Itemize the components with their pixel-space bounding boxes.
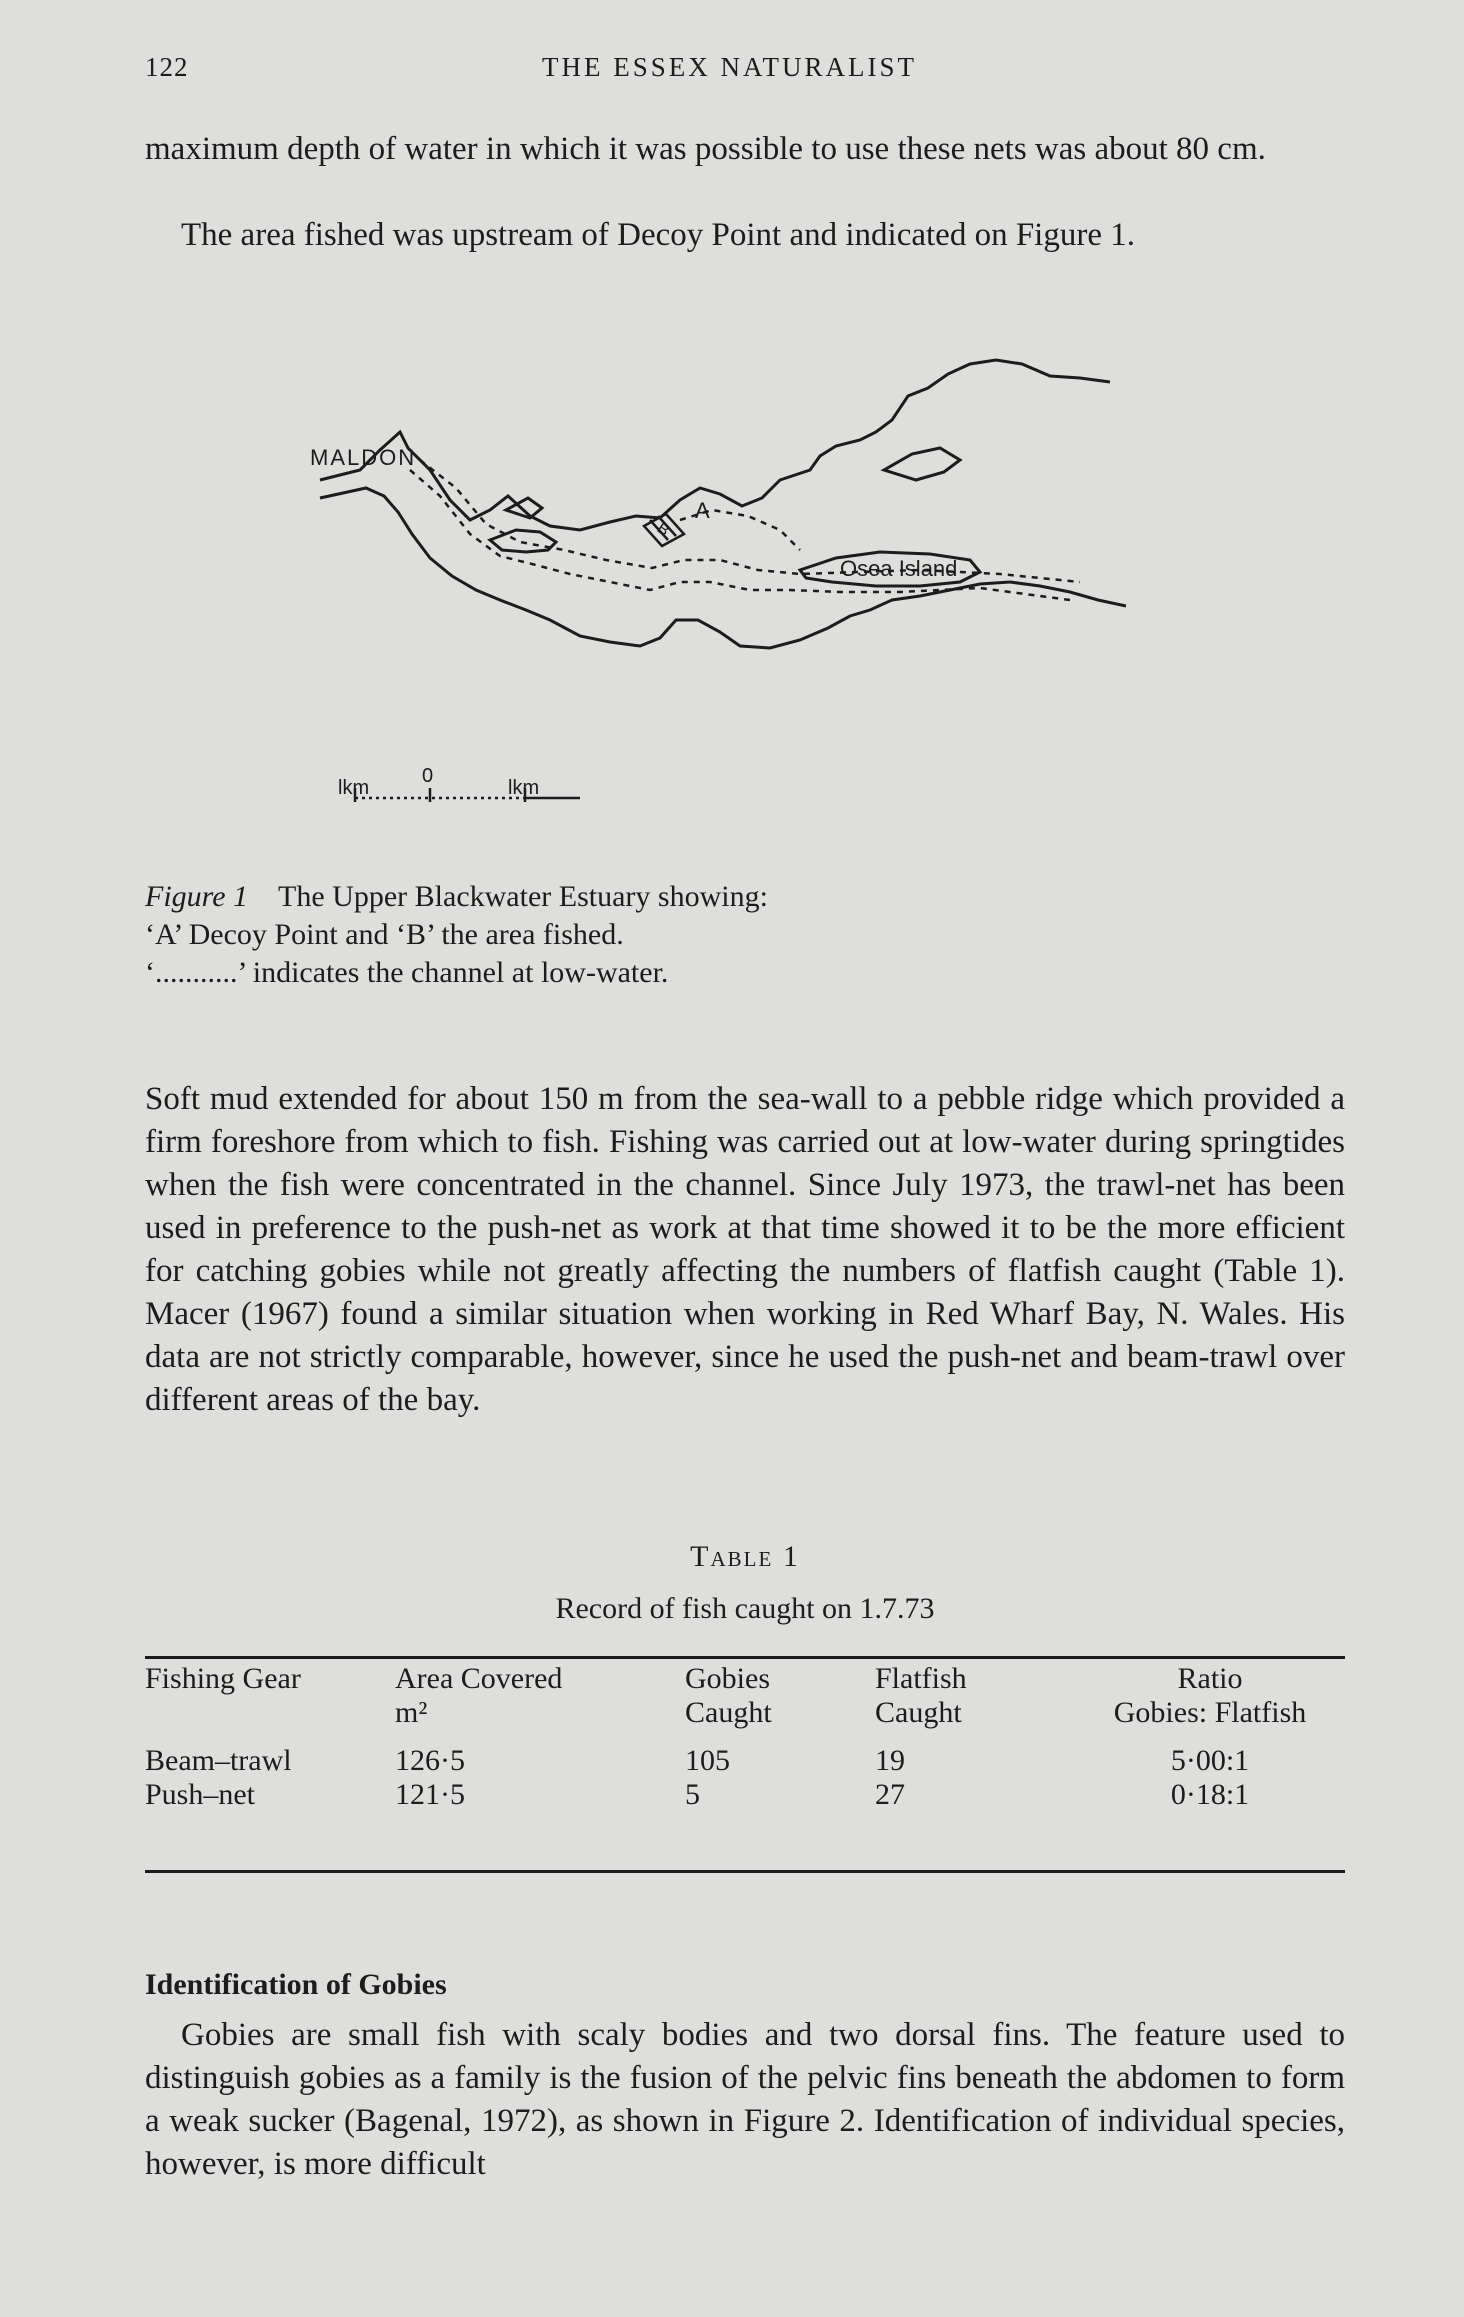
fish-table — [145, 1662, 1345, 1812]
scale-label-zero: 0 — [422, 765, 434, 787]
figure-caption — [145, 878, 1045, 992]
figure-label: Figure 1 — [145, 880, 249, 913]
cell-ratio: 5·00:1 — [1170, 1744, 1250, 1777]
scale-bar — [338, 765, 580, 802]
cell-area: 126·5 — [395, 1744, 465, 1777]
paragraph-area: The area fished was upstream of Decoy Point and indicated on Figure 1. — [181, 217, 1135, 253]
scale-label-left: lkm — [338, 777, 370, 799]
journal-title: THE ESSEX NATURALIST — [542, 52, 917, 82]
low-water-channel — [410, 460, 1080, 600]
table-title: Record of fish caught on 1.7.73 — [555, 1592, 935, 1625]
page-number: 122 — [145, 52, 189, 82]
table-bottom-rule — [145, 1870, 1345, 1873]
map-label-maldon: MALDON — [310, 445, 417, 470]
table-row — [145, 1744, 1345, 1778]
paragraph-gobies: Gobies are small fish with scaly bodies and two dorsal fins. The feature used to distinguish gobies as a family is the fusion of the pelvic fins beneath the abdomen to form a weak sucker (Bagenal, 1972), as shown in Figure 2. Identification of individual species, however, is more difficult — [145, 2017, 1345, 2182]
col-header-flatfish: Flatfish Caught — [875, 1662, 967, 1729]
col-header-area: Area Covered m² — [395, 1662, 563, 1729]
table-row — [145, 1778, 1345, 1812]
cell-flatfish: 19 — [875, 1744, 905, 1777]
col-header-ratio: Ratio Gobies: Flatfish — [1113, 1662, 1307, 1729]
map-label-osea-island: Osea Island — [840, 556, 958, 581]
paragraph-mud: Soft mud extended for about 150 m from the sea-wall to a pebble ridge which provided a firm foreshore from which to fish. Fishing was carried out at low-water during springtides when the fish were concentrated in the channel. Since July 1973, the trawl-net has been used in preference to the push-net as work at that time showed it to be the more efficient for catching gobies while not greatly affecting the numbers of flatfish caught (Table 1). Macer (1967) found a similar situation when working in Red Wharf Bay, N. Wales. His data are not strictly comparable, however, since he used the push-net and beam-trawl over different areas of the bay. — [145, 1081, 1345, 1418]
cell-flatfish: 27 — [875, 1778, 905, 1811]
cell-gear: Push–net — [145, 1778, 256, 1811]
map-label-b: B — [653, 519, 673, 540]
cell-area: 121·5 — [395, 1778, 465, 1811]
col-header-gobies: Gobies Caught — [685, 1662, 772, 1729]
table-top-rule — [145, 1656, 1345, 1659]
cell-gobies: 5 — [685, 1778, 700, 1811]
cell-ratio: 0·18:1 — [1170, 1778, 1250, 1811]
table-header-row — [145, 1662, 1345, 1730]
paragraph-top: maximum depth of water in which it was possible to use these nets was about 80 cm. — [145, 131, 1266, 167]
cell-gear: Beam–trawl — [145, 1744, 292, 1777]
cell-gobies: 105 — [685, 1744, 730, 1777]
section-heading: Identification of Gobies — [145, 1968, 447, 2001]
table-label: Table 1 — [690, 1540, 800, 1573]
caption-line-3: ‘...........’ indicates the channel at low-water. — [145, 956, 669, 989]
table-label-wrap — [145, 1540, 1345, 1574]
scale-label-right: lkm — [508, 777, 540, 799]
map-label-a: A — [695, 498, 710, 523]
estuary-map — [280, 320, 1240, 840]
shoreline — [320, 360, 1126, 648]
col-header-gear: Fishing Gear — [145, 1662, 301, 1695]
caption-line-1: The Upper Blackwater Estuary showing: — [278, 880, 768, 913]
caption-line-2: ‘A’ Decoy Point and ‘B’ the area fished. — [145, 918, 624, 951]
